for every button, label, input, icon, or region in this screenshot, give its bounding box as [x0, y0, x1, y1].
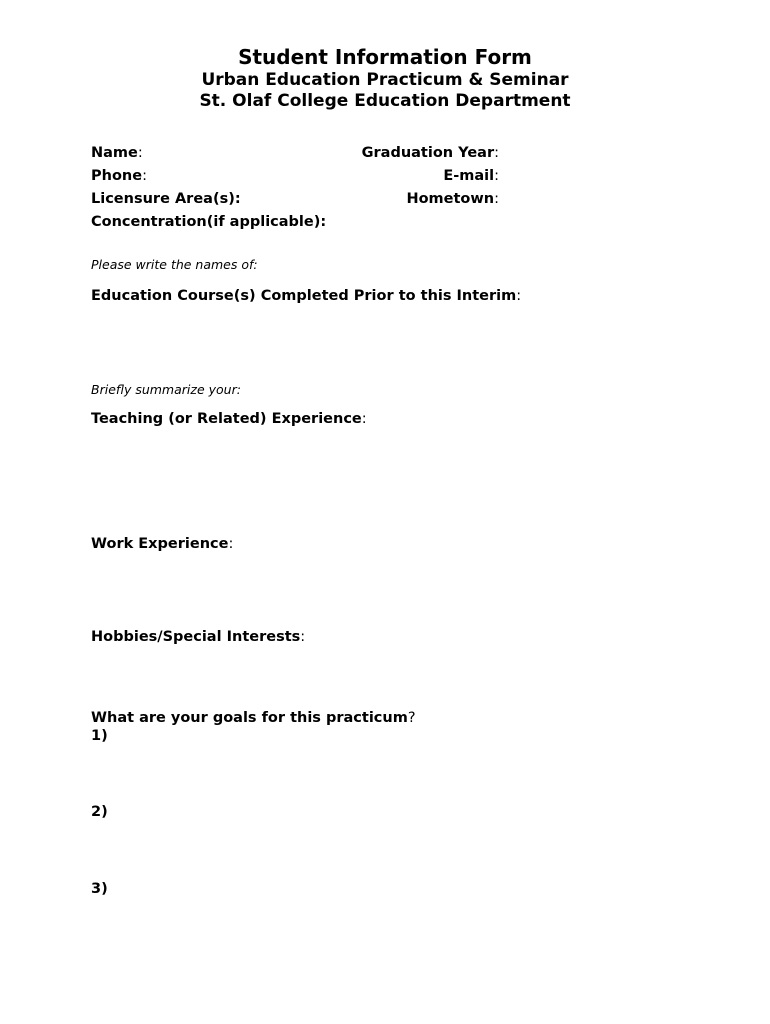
concentration-field-label: Concentration(if applicable):: [91, 214, 327, 230]
hometown-field-label: Hometown:: [406, 191, 499, 207]
work-experience-label: Work Experience:: [91, 536, 234, 552]
goal-item-3: 3): [91, 881, 108, 897]
goal-item-1: 1): [91, 728, 108, 744]
courses-section-label: Education Course(s) Completed Prior to this Interim:: [91, 288, 522, 304]
form-subtitle-program: Urban Education Practicum & Seminar: [201, 70, 569, 90]
goal-item-2: 2): [91, 804, 108, 820]
email-field-label: E-mail:: [443, 168, 499, 184]
instruction-names: Please write the names of:: [91, 257, 258, 272]
form-subtitle-department: St. Olaf College Education Department: [199, 91, 571, 111]
phone-field-label: Phone:: [91, 168, 147, 184]
goals-question-label: What are your goals for this practicum?: [91, 710, 416, 726]
name-field-label: Name:: [91, 145, 143, 161]
teaching-experience-label: Teaching (or Related) Experience:: [91, 411, 367, 427]
graduation-year-field-label: Graduation Year:: [361, 145, 499, 161]
instruction-summarize: Briefly summarize your:: [91, 382, 241, 397]
form-title: Student Information Form: [238, 45, 532, 69]
hobbies-label: Hobbies/Special Interests:: [91, 629, 306, 645]
licensure-field-label: Licensure Area(s):: [91, 191, 241, 207]
